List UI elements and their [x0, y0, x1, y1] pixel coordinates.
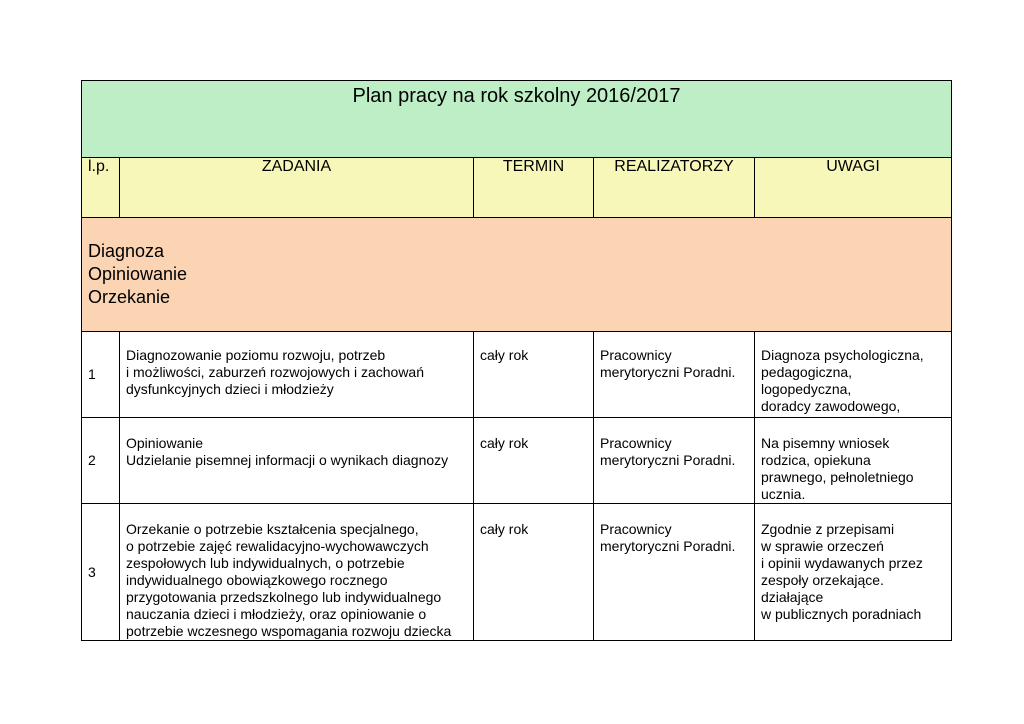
notes-line: w sprawie orzeczeń — [761, 538, 884, 554]
task-line: i możliwości, zaburzeń rozwojowych i zachowań — [126, 364, 425, 380]
notes-line: Zgodnie z przepisami — [761, 521, 895, 537]
header-termin: TERMIN — [474, 158, 594, 218]
task-cell — [120, 418, 474, 504]
task-line: dysfunkcyjnych dzieci i młodzieży — [126, 381, 334, 397]
notes-line: ucznia. — [761, 486, 806, 502]
term-text: cały rok — [480, 347, 529, 363]
header-zadania: ZADANIA — [120, 158, 474, 218]
table-row — [82, 332, 952, 418]
task-cell — [120, 504, 474, 641]
section-line: Diagnoza — [88, 241, 165, 261]
table-row — [82, 418, 952, 504]
notes-line: w publicznych poradniach — [761, 606, 922, 622]
notes-line: logopedyczna, — [761, 381, 852, 397]
row-number: 1 — [82, 332, 120, 418]
term-text: cały rok — [480, 435, 529, 451]
executors-cell — [594, 332, 755, 418]
executors-line: Pracownicy — [600, 435, 672, 451]
task-line: Orzekanie o potrzebie kształcenia specjalnego, — [126, 521, 419, 537]
notes-cell — [755, 332, 952, 418]
section-row — [82, 218, 952, 332]
executors-line: merytoryczni Poradni. — [600, 364, 736, 380]
executors-cell — [594, 418, 755, 504]
term-cell — [474, 504, 594, 641]
section-heading — [82, 218, 952, 332]
row-number: 3 — [82, 504, 120, 641]
notes-cell — [755, 418, 952, 504]
notes-line: rodzica, opiekuna — [761, 452, 871, 468]
task-line: zespołowych lub indywidualnych, o potrzebie — [126, 555, 405, 571]
section-line: Orzekanie — [88, 287, 171, 307]
notes-cell — [755, 504, 952, 641]
table-row — [82, 504, 952, 641]
task-line: o potrzebie zajęć rewalidacyjno-wychowawczych — [126, 538, 429, 554]
task-line: potrzebie wczesnego wspomagania rozwoju dziecka — [126, 623, 452, 639]
task-line: indywidualnego obowiązkowego rocznego — [126, 572, 388, 588]
section-line: Opiniowanie — [88, 264, 188, 284]
task-line: Diagnozowanie poziomu rozwoju, potrzeb — [126, 347, 386, 363]
task-cell — [120, 332, 474, 418]
header-realizatorzy: REALIZATORZY — [594, 158, 755, 218]
executors-line: Pracownicy — [600, 521, 672, 537]
header-lp: l.p. — [82, 158, 120, 218]
executors-line: merytoryczni Poradni. — [600, 538, 736, 554]
executors-line: merytoryczni Poradni. — [600, 452, 736, 468]
term-cell — [474, 418, 594, 504]
term-cell — [474, 332, 594, 418]
executors-cell — [594, 504, 755, 641]
notes-line: Diagnoza psychologiczna, — [761, 347, 924, 363]
notes-line: i opinii wydawanych przez — [761, 555, 923, 571]
plan-title: Plan pracy na rok szkolny 2016/2017 — [82, 81, 952, 158]
executors-line: Pracownicy — [600, 347, 672, 363]
term-text: cały rok — [480, 521, 529, 537]
notes-line: zespoły orzekające. — [761, 572, 884, 588]
task-line: Udzielanie pisemnej informacji o wynikach diagnozy — [126, 452, 449, 468]
title-row — [82, 81, 952, 158]
notes-line: pedagogiczna, — [761, 364, 853, 380]
task-line: przygotowania przedszkolnego lub indywidualnego — [126, 589, 442, 605]
notes-line: prawnego, pełnoletniego — [761, 469, 914, 485]
notes-line: Na pisemny wniosek — [761, 435, 890, 451]
task-line: nauczania dzieci i młodzieży, oraz opiniowanie o — [126, 606, 427, 622]
plan-table — [81, 80, 952, 641]
task-line: Opiniowanie — [126, 435, 204, 451]
notes-line: działające — [761, 589, 824, 605]
row-number: 2 — [82, 418, 120, 504]
notes-line: doradcy zawodowego, — [761, 398, 901, 414]
header-uwagi: UWAGI — [755, 158, 952, 218]
header-row — [82, 158, 952, 218]
